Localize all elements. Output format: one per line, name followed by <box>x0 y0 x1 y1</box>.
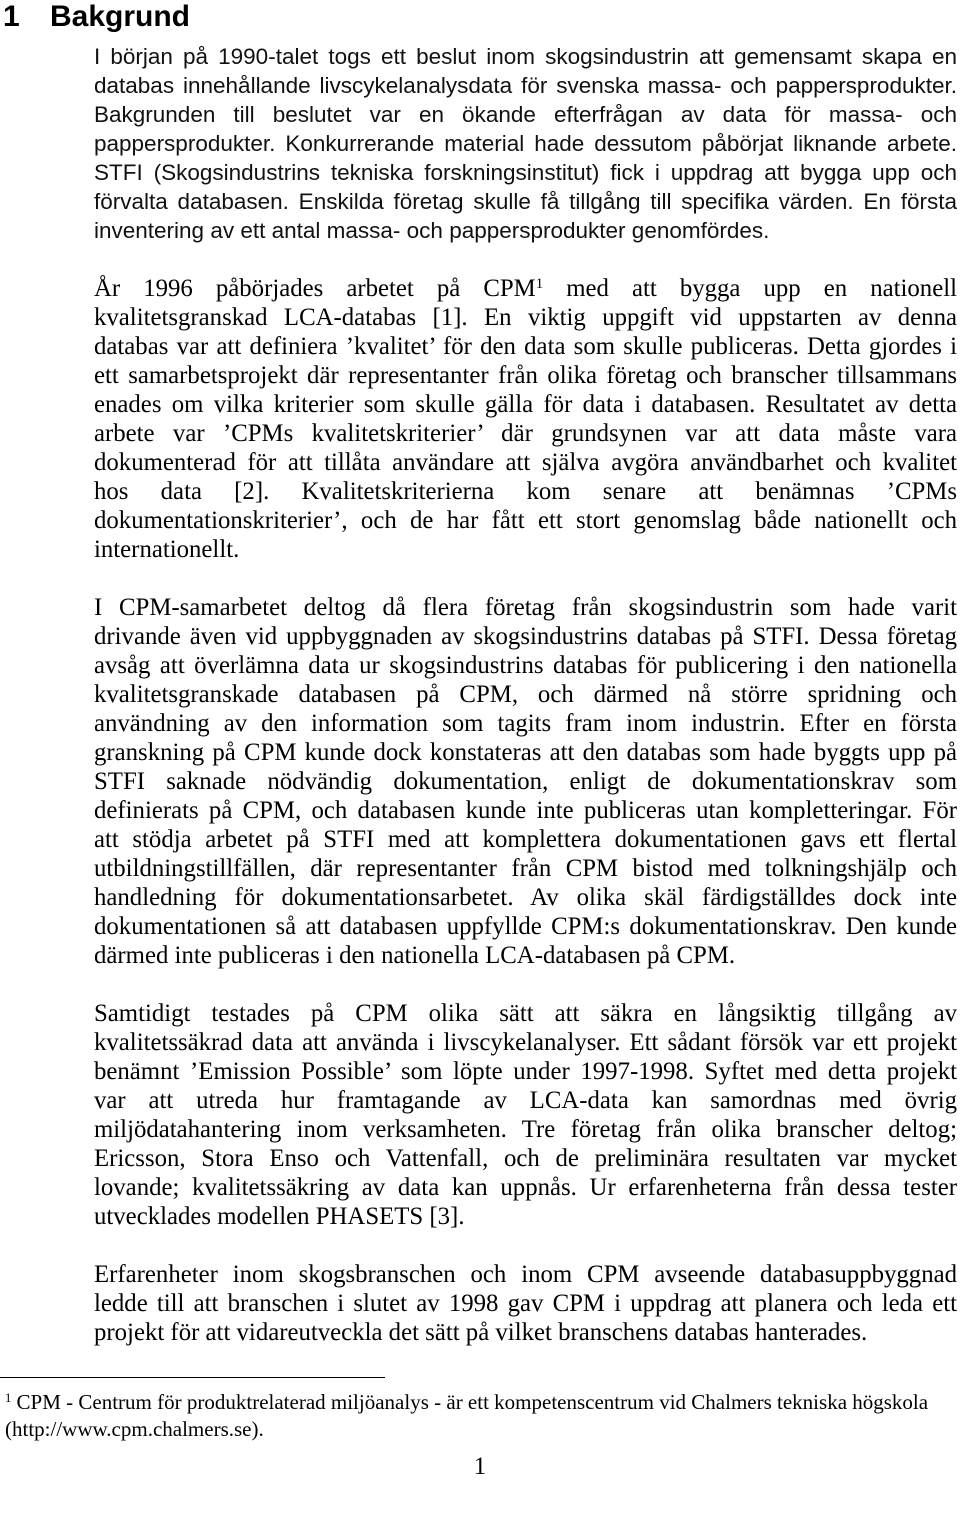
text-line: definierats på CPM, och databasen kunde inte publiceras utan kompletteringar. För <box>94 797 957 824</box>
text-line: dokumentationen så att databasen uppfyllde CPM:s dokumentationskrav. Den kunde <box>94 913 957 940</box>
text-line: benämnt ’Emission Possible’ som löpte under 1997-1998. Syftet med detta projekt <box>94 1058 957 1085</box>
text-line: därmed inte publiceras i den nationella LCA-databasen på CPM. <box>94 942 736 969</box>
text-line: I början på 1990-talet togs ett beslut inom skogsindustrin att gemensamt skapa en <box>94 44 957 69</box>
text-line: Bakgrunden till beslutet var en ökande efterfrågan av data för massa- och <box>94 102 957 127</box>
footnote-line <box>5 1389 955 1416</box>
text-line: arbete var ’CPMs kvalitetskriterier’ där grundsynen var att data måste vara <box>94 420 957 447</box>
paragraph <box>94 42 957 245</box>
text-line: STFI (Skogsindustrins tekniska forskningsinstitut) fick i uppdrag att bygga upp och <box>94 160 957 185</box>
section-number: 1 <box>3 0 20 33</box>
text-line: hos data [2]. Kvalitetskriterierna kom senare att benämnas ’CPMs <box>94 478 957 505</box>
text-line: dokumentationskriterier’, och de har fått ett stort genomslag både nationellt och <box>94 507 957 534</box>
text-line: STFI saknade nödvändig dokumentation, enligt de dokumentationskrav som <box>94 768 957 795</box>
text-segment: med att bygga upp en nationell <box>566 275 957 302</box>
text-line: Erfarenheter inom skogsbranschen och inom CPM avseende databasuppbyggnad <box>94 1261 957 1288</box>
paragraph <box>94 593 957 970</box>
text-line: var att utreda hur framtagande av LCA-data kan samordnas med övrig <box>94 1087 957 1114</box>
text-line: handledning för dokumentationsarbetet. Av olika skäl färdigställdes dock inte <box>94 884 957 911</box>
text-line: utvecklades modellen PHASETS [3]. <box>94 1203 465 1230</box>
footnote-reference: 1 <box>535 275 544 292</box>
footnote-line: (http://www.cpm.chalmers.se). <box>5 1417 264 1441</box>
text-line: databas innehållande livscykelanalysdata för svenska massa- och pappersprodukter. <box>94 73 957 98</box>
text-line: Samtidigt testades på CPM olika sätt att säkra en långsiktig tillgång av <box>94 1000 957 1027</box>
footnote-marker: 1 <box>5 1391 12 1406</box>
text-line: databas var att definiera ’kvalitet’ för den data som skulle publiceras. Detta gjordes i <box>94 333 957 360</box>
text-line: pappersprodukter. Konkurrerande material hade dessutom påbörjat liknande arbete. <box>94 131 957 156</box>
text-line: inventering av ett antal massa- och pappersprodukter genomfördes. <box>94 218 770 243</box>
footnote-text: CPM - Centrum för produktrelaterad miljöanalys - är ett kompetenscentrum vid Chalmers tekniska högskola <box>16 1390 929 1414</box>
paragraph <box>94 274 957 564</box>
footnote-rule <box>0 1377 385 1378</box>
page-number: 1 <box>473 1453 487 1480</box>
paragraph <box>94 999 957 1231</box>
text-line: förvalta databasen. Enskilda företag skulle få tillgång till specifika värden. En första <box>94 189 957 214</box>
text-line: internationellt. <box>94 536 240 563</box>
text-line <box>94 274 957 303</box>
text-line: granskning på CPM kunde dock konstateras att den databas som hade byggts upp på <box>94 739 957 766</box>
text-line: ett samarbetsprojekt där representanter från olika företag och branscher tillsammans <box>94 362 957 389</box>
text-line: utbildningstillfällen, där representanter från CPM bistod med tolkningshjälp och <box>94 855 957 882</box>
section-title: Bakgrund <box>50 0 191 33</box>
text-line: kvalitetsgranskade databasen på CPM, och därmed nå större spridning och <box>94 681 957 708</box>
text-segment: År 1996 påbörjades arbetet på CPM <box>94 275 536 302</box>
text-line: kvalitetsgranskad LCA-databas [1]. En viktig uppgift vid uppstarten av denna <box>94 304 957 331</box>
text-line: lovande; kvalitetssäkring av data kan uppnås. Ur erfarenheterna från dessa tester <box>94 1174 957 1201</box>
text-line: kvalitetssäkrad data att använda i livscykelanalyser. Ett sådant försök var ett projekt <box>94 1029 957 1056</box>
text-line: miljödatahantering inom verksamheten. Tre företag från olika branscher deltog; <box>94 1116 957 1143</box>
text-line: I CPM-samarbetet deltog då flera företag från skogsindustrin som hade varit <box>94 594 957 621</box>
text-line: avsåg att överlämna data ur skogsindustrins databas för publicering i den nationella <box>94 652 957 679</box>
paragraph <box>94 1260 957 1347</box>
text-line: dokumenterad för att tillåta användare att själva avgöra användbarhet och kvalitet <box>94 449 957 476</box>
text-line: Ericsson, Stora Enso och Vattenfall, och de preliminära resultaten var mycket <box>94 1145 957 1172</box>
text-line: ledde till att branschen i slutet av 1998 gav CPM i uppdrag att planera och leda ett <box>94 1290 957 1317</box>
text-line: användning av den information som tagits fram inom industrin. Efter en första <box>94 710 957 737</box>
body-text <box>94 42 957 1376</box>
text-line: projekt för att vidareutveckla det sätt på vilket branschens databas hanterades. <box>94 1319 868 1346</box>
text-line: att stödja arbetet på STFI med att komplettera dokumentationen gavs ett flertal <box>94 826 957 853</box>
section-heading <box>3 2 190 32</box>
text-line: enades om vilka kriterier som skulle gälla för data i databasen. Resultatet av detta <box>94 391 957 418</box>
text-line: drivande även vid uppbyggnaden av skogsindustrins databas på STFI. Dessa företag <box>94 623 957 650</box>
footnote <box>5 1389 955 1443</box>
